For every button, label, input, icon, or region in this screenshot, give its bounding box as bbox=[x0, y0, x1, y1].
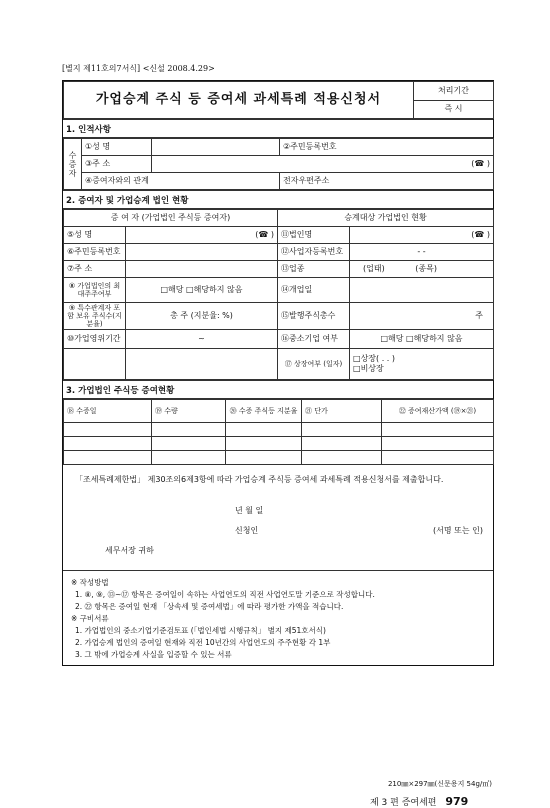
blank-cell bbox=[126, 349, 278, 380]
table-cell[interactable] bbox=[382, 423, 494, 437]
declaration-text: 「조세특례제한법」 제30조의6제3항에 따라 가업승계 주식등 증여세 과세특례 적용신청서를 제출합니다. bbox=[75, 475, 444, 484]
major-shareholder-label: ⑧ 가업법인의 최대주주여부 bbox=[64, 278, 126, 303]
sme-label: ⑯중소기업 여부 bbox=[278, 330, 350, 349]
table-cell[interactable] bbox=[382, 451, 494, 465]
major-shareholder-check[interactable]: □해당 □해당하지 않음 bbox=[126, 278, 278, 303]
col-share-ratio: ⑳ 수증 주식등 지분율 bbox=[226, 400, 302, 423]
note-item: 1. 가업법인의 중소기업기준검토표 (「법인세법 시행규칙」 별지 제51호서식) bbox=[75, 626, 326, 635]
email-label[interactable]: 전자우편주소 bbox=[280, 173, 494, 190]
business-period-field[interactable]: ~ bbox=[126, 330, 278, 349]
processing-period-label: 처리기간 bbox=[414, 82, 494, 101]
table-cell[interactable] bbox=[302, 451, 382, 465]
section-1-title: 1. 인적사항 bbox=[63, 120, 493, 138]
industry-type: (업태) bbox=[363, 264, 385, 273]
note-heading: ※ 구비서류 bbox=[71, 614, 109, 623]
applicant-line bbox=[75, 524, 487, 544]
donor-rrn-label: ⑥주민등록번호 bbox=[64, 244, 126, 261]
donor-phone[interactable]: (☎ ) bbox=[126, 227, 278, 244]
name-label: ①성 명 bbox=[82, 139, 152, 156]
table-cell[interactable] bbox=[64, 423, 152, 437]
donee-label: 수증자 bbox=[64, 139, 82, 190]
col-quantity: ⑲ 수량 bbox=[152, 400, 226, 423]
opening-date-field[interactable] bbox=[350, 278, 494, 303]
col-gift-date: ⑱ 수증일 bbox=[64, 400, 152, 423]
donor-address-field[interactable] bbox=[126, 261, 278, 278]
recipient: 세무서장 귀하 bbox=[105, 546, 154, 555]
col-gift-value: ㉒ 증여재산가액 (⑲×㉑) bbox=[382, 400, 494, 423]
relation-label: ④증여자와의 관계 bbox=[82, 173, 280, 190]
blank-cell bbox=[64, 349, 126, 380]
page-footer bbox=[370, 795, 468, 808]
table-cell[interactable] bbox=[152, 451, 226, 465]
corp-header: 승계대상 가업법인 현황 bbox=[278, 210, 494, 227]
instructions bbox=[63, 571, 493, 665]
applicant-label: 신청인 bbox=[235, 526, 259, 535]
signature-field[interactable]: (서명 또는 인) bbox=[433, 526, 483, 535]
form-number: [별지 제11호의7서식] <신설 2008.4.29> bbox=[62, 64, 215, 73]
table-cell[interactable] bbox=[226, 423, 302, 437]
table-cell[interactable] bbox=[302, 423, 382, 437]
corp-name-label: ⑪법인명 bbox=[278, 227, 350, 244]
col-unit-price: ㉑ 단가 bbox=[302, 400, 382, 423]
industry-item: (종목) bbox=[415, 264, 437, 273]
note-heading: ※ 작성방법 bbox=[71, 578, 109, 587]
note-item: 3. 그 밖에 가업승계 사실을 입증할 수 있는 서류 bbox=[75, 650, 232, 659]
paper-spec: 210㎜×297㎜(신문용지 54g/㎡) bbox=[387, 780, 492, 788]
donor-name-label: ⑤성 명 bbox=[64, 227, 126, 244]
industry-field[interactable] bbox=[350, 261, 494, 278]
listed-label: ⑰ 상장여부 (일자) bbox=[278, 349, 350, 380]
table-cell[interactable] bbox=[152, 437, 226, 451]
table-cell[interactable] bbox=[302, 437, 382, 451]
shares-held-label: ⑨ 특수관계자 포함 보유 주식수(지분율) bbox=[64, 303, 126, 330]
industry-label: ⑬업종 bbox=[278, 261, 350, 278]
table-cell[interactable] bbox=[382, 437, 494, 451]
date-line bbox=[75, 504, 487, 524]
listed-check[interactable] bbox=[350, 349, 494, 380]
page-number: 979 bbox=[445, 795, 469, 808]
note-item: 1. ⑧, ⑨, ⑬~⑰ 항목은 증여일이 속하는 사업연도의 직전 사업연도말 기준으로 작성합니다. bbox=[75, 590, 375, 599]
business-period-label: ⑩가업영위기간 bbox=[64, 330, 126, 349]
issued-shares-label: ⑮발행주식총수 bbox=[278, 303, 350, 330]
issued-shares-field[interactable]: 주 bbox=[350, 303, 494, 330]
listed-option[interactable]: □상장( . . ) bbox=[353, 354, 395, 363]
unlisted-option[interactable]: □비상장 bbox=[353, 364, 384, 373]
section-2-title: 2. 증여자 및 가업승계 법인 현황 bbox=[63, 191, 493, 209]
section-3-title: 3. 가업법인 주식등 증여현황 bbox=[63, 381, 493, 399]
donor-header: 증 여 자 (가업법인 주식등 증여자) bbox=[64, 210, 278, 227]
note-item: 2. ㉒ 항목은 증여일 현재 「상속세 및 증여세법」에 따라 평가한 가액을 적습니다. bbox=[75, 602, 344, 611]
application-form bbox=[62, 80, 494, 666]
form-title: 가업승계 주식 등 증여세 과세특례 적용신청서 bbox=[64, 82, 414, 119]
footer-section: 제 3 편 증여세편 bbox=[370, 798, 437, 808]
table-cell[interactable] bbox=[226, 451, 302, 465]
shares-held-field[interactable]: 총 주 (지분율: %) bbox=[126, 303, 278, 330]
opening-date-label: ⑭개업일 bbox=[278, 278, 350, 303]
declaration-block bbox=[63, 465, 493, 571]
donor-address-label: ⑦주 소 bbox=[64, 261, 126, 278]
sme-check[interactable]: □해당 □해당하지 않음 bbox=[350, 330, 494, 349]
table-cell[interactable] bbox=[152, 423, 226, 437]
donor-rrn-field[interactable] bbox=[126, 244, 278, 261]
table-cell[interactable] bbox=[226, 437, 302, 451]
rrn-label[interactable]: ②주민등록번호 bbox=[280, 139, 494, 156]
address-phone[interactable]: (☎ ) bbox=[152, 156, 494, 173]
note-item: 2. 가업승계 법인의 증여일 현재와 직전 10년간의 사업연도의 주주현황 각 1부 bbox=[75, 638, 331, 647]
bizno-label: ⑫사업자등록번호 bbox=[278, 244, 350, 261]
date-fields[interactable]: 년 월 일 bbox=[235, 506, 264, 515]
bizno-field[interactable]: - - bbox=[350, 244, 494, 261]
corp-phone[interactable]: (☎ ) bbox=[350, 227, 494, 244]
recipient-line bbox=[75, 544, 487, 564]
name-field[interactable] bbox=[152, 139, 280, 156]
processing-period-value: 즉 시 bbox=[414, 100, 494, 119]
address-label: ③주 소 bbox=[82, 156, 152, 173]
table-cell[interactable] bbox=[64, 451, 152, 465]
table-cell[interactable] bbox=[64, 437, 152, 451]
